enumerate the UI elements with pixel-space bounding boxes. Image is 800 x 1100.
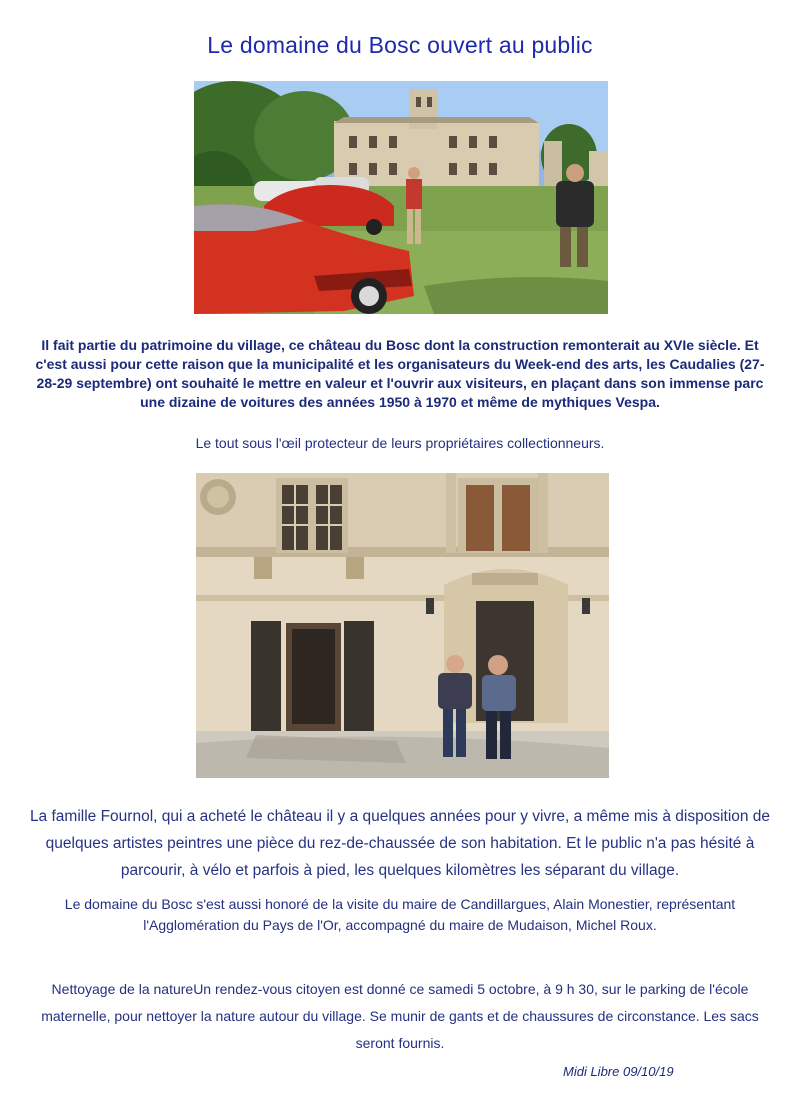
source-credit: Midi Libre 09/10/19 (563, 1064, 674, 1079)
paragraph-cleanup-event: Nettoyage de la natureUn rendez-vous citoyen est donné ce samedi 5 octobre, à 9 h 30, sur le parking de l'école maternelle, pour nettoyer la nature autour du village. Se munir de gants et de chaussures de circonstance. Les sacs seront fournis. (41, 981, 759, 1051)
photo-chateau-park-cars (194, 81, 608, 314)
paragraph-intro: Il fait partie du patrimoine du village, ce château du Bosc dont la construction remonterait au XVIe siècle. Et c'est aussi pour cette raison que la municipalité et les organisateurs du Week-end des arts, les Caudalies (27-28-29 septembre) ont souhaité le mettre en valeur et l'ouvrir aux visiteurs, en plaçant dans son immense parc une dizaine de voitures des années 1950 à 1970 et même de mythiques Vespa. (35, 337, 765, 410)
paragraph-owners: Le tout sous l'œil protecteur de leurs propriétaires collectionneurs. (195, 435, 605, 451)
article-title: Le domaine du Bosc ouvert au public (207, 32, 593, 58)
paragraph-mayor-visit: Le domaine du Bosc s'est aussi honoré de la visite du maire de Candillargues, Alain Monestier, représentant l'Agglomération du Pays de l'Or, accompagné du maire de Mudaison, Michel Roux. (64, 896, 736, 933)
paragraph-fournol-family: La famille Fournol, qui a acheté le château il y a quelques années pour y vivre, a même mis à disposition de quelques artistes peintres une pièce du rez-de-chaussée de son habitation. Et le public n'a pas hésité à parcourir, à vélo et parfois à pied, les quelques kilomètres les séparant du village. (29, 808, 771, 879)
photo-chateau-facade-owners (196, 473, 609, 778)
